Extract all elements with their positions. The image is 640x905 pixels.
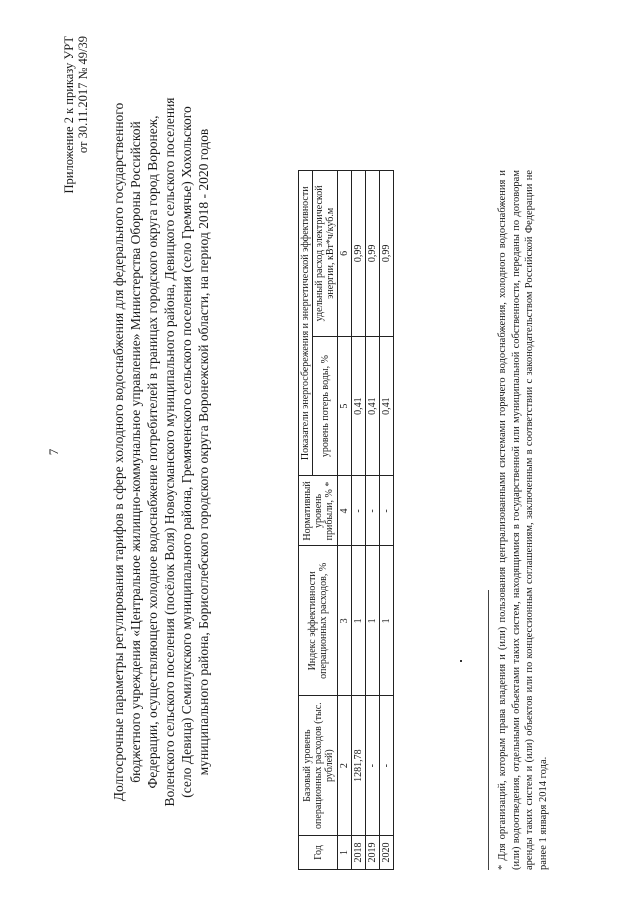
- header-year: Год: [299, 836, 338, 870]
- column-number-row: [338, 171, 352, 870]
- header-energy-group: Показатели энергосбережения и энергетической эффективности: [299, 171, 313, 476]
- stray-mark: [460, 660, 462, 662]
- appendix-reference: [62, 36, 90, 194]
- cell-base-level: 1281,78: [352, 696, 366, 836]
- cell-water-loss: 0,41: [380, 336, 394, 476]
- cell-efficiency-index: 1: [380, 546, 394, 696]
- rotated-content: [40, 22, 600, 882]
- footnote-divider: [488, 590, 489, 870]
- column-number: 5: [338, 336, 352, 476]
- cell-efficiency-index: 1: [366, 546, 380, 696]
- cell-normative-profit: -: [380, 476, 394, 546]
- cell-normative-profit: -: [352, 476, 366, 546]
- column-number: 2: [338, 696, 352, 836]
- cell-electricity: 0,99: [352, 171, 366, 337]
- cell-normative-profit: -: [366, 476, 380, 546]
- cell-efficiency-index: 1: [352, 546, 366, 696]
- cell-year: 2020: [380, 836, 394, 870]
- parameters-table: [298, 170, 394, 870]
- cell-base-level: -: [380, 696, 394, 836]
- cell-water-loss: 0,41: [366, 336, 380, 476]
- header-water-loss: уровень потерь воды, %: [313, 336, 338, 476]
- cell-base-level: -: [366, 696, 380, 836]
- cell-electricity: 0,99: [366, 171, 380, 337]
- cell-year: 2018: [352, 836, 366, 870]
- appendix-line-2: от 30.11.2017 № 49/39: [76, 36, 90, 154]
- footnote: * Для организаций, которым права владения и (или) пользования централизованными системами горячего водоснабжения, холодного водоснабжения и (или) водоотведения, отдельными объектами таких систем, находящимися в государственной или муниципальной собственности, переданы по договорам аренды таких систем и (или) объектов или по концессионным соглашениям, заключенным в соответствии с законодательством Российской Федерации не ранее 1 января 2014 года.: [497, 170, 549, 870]
- cell-water-loss: 0,41: [352, 336, 366, 476]
- table-row: [380, 171, 394, 870]
- cell-year: 2019: [366, 836, 380, 870]
- document-title: Долгосрочные параметры регулирования тарифов в сфере холодного водоснабжения для федерального государственного бюджетного учреждения «Центральное жилищно-коммунальное управление» Министерства Обороны Российской Федерации, осуществляющего холодное водоснабжение потребителей в границах городского округа город Воронеж, Воленского сельского поселения (посёлок Воля) Новоусманского муниципального района, Девицкого сельского поселения (село Девица) Семилукского муниципального района, Гремяченского сельского поселения (село Гремячье) Хохольского муниципального района, Борисоглебского городского округа Воронежской области, на период 2018 - 2020 годов: [111, 97, 211, 807]
- appendix-line-1: Приложение 2 к приказу УРТ: [62, 36, 76, 194]
- table-row: [352, 171, 366, 870]
- cell-electricity: 0,99: [380, 171, 394, 337]
- header-base-level: Базовый уровень операционных расходов (тыс. рублей): [299, 696, 338, 836]
- column-number: 3: [338, 546, 352, 696]
- table-row: [366, 171, 380, 870]
- header-electricity: удельный расход электрической энергии, кВт*ч/куб.м: [313, 171, 338, 337]
- column-number: 4: [338, 476, 352, 546]
- column-number: 6: [338, 171, 352, 337]
- header-efficiency-index: Индекс эффективности операционных расходов, %: [299, 546, 338, 696]
- header-normative-profit: Нормативный уровень прибыли, % *: [299, 476, 338, 546]
- page-number: 7: [46, 448, 61, 456]
- column-number: 1: [338, 836, 352, 870]
